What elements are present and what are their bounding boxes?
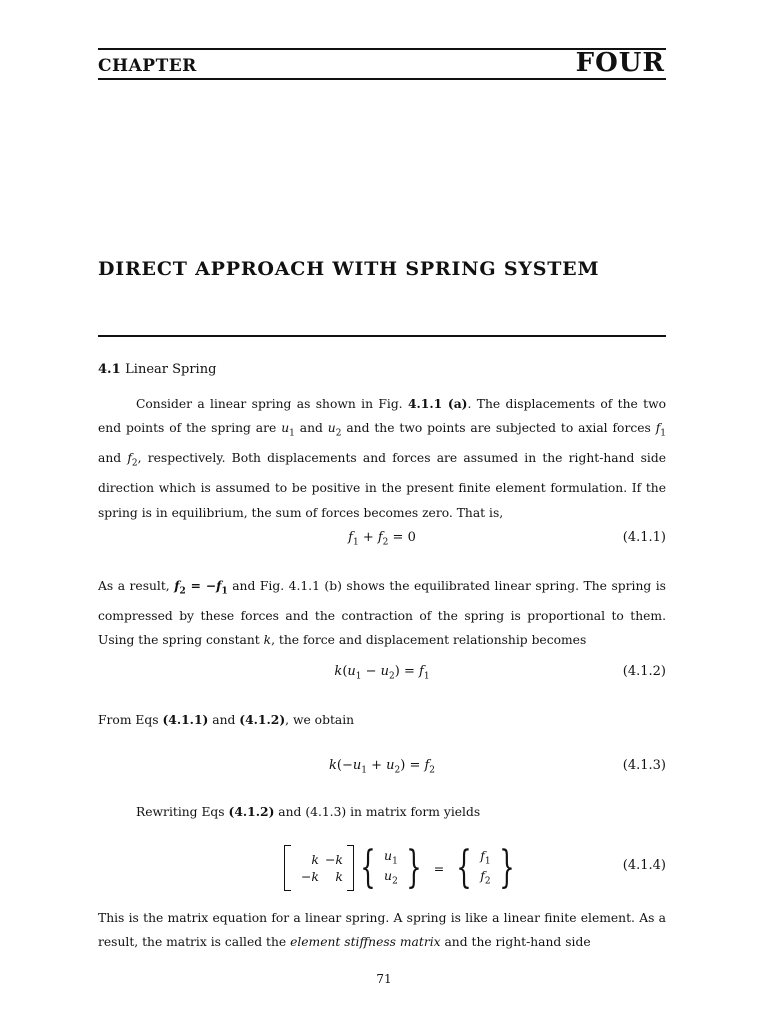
equation-4-1-1 xyxy=(98,528,666,552)
paragraph-5: This is the matrix equation for a linear spring. A spring is like a linear finite element. As a result, the matrix is called the element stiffness matrix and the right-hand side xyxy=(98,911,666,950)
chapter-title: DIRECT APPROACH WITH SPRING SYSTEM xyxy=(98,258,600,280)
equation-4-1-3 xyxy=(98,756,666,780)
equation-number: (4.1.4) xyxy=(622,858,666,873)
stiffness-matrix: k −k −k k xyxy=(300,852,343,884)
chapter-number: FOUR xyxy=(575,48,665,78)
paragraph-3: From Eqs (4.1.1) and (4.1.2), we obtain xyxy=(98,712,355,727)
equation-number: (4.1.2) xyxy=(622,664,666,679)
equals-sign: = xyxy=(433,860,445,876)
equation-4-1-4 xyxy=(98,844,666,892)
header-bottom-rule xyxy=(98,78,666,80)
equation-body: $k(-u_1 + u_2) = f_2$ xyxy=(328,758,436,776)
equation-body: $k(u_1 - u_2) = f_1$ xyxy=(334,664,430,682)
section-heading xyxy=(98,362,216,377)
brace-right: } xyxy=(498,842,515,893)
brace-right: } xyxy=(406,842,422,893)
matrix-equation xyxy=(284,844,521,892)
title-rule xyxy=(98,335,666,337)
paragraph-4: Rewriting Eqs (4.1.2) and (4.1.3) in matrix form yields xyxy=(136,804,481,819)
force-vector: $f_1$ $f_2$ xyxy=(480,848,491,887)
brace-left: { xyxy=(360,842,376,893)
section-title: Linear Spring xyxy=(125,362,217,377)
matrix-bracket-right xyxy=(347,845,354,891)
paragraph-2: As a result, $f_2 = -f_1$ and Fig. 4.1.1 (b) shows the equilibrated linear spring. The spring is compressed by these forces and the contraction of the spring is proportional to them. Using the spring constant k, the force and displacement relationship becomes xyxy=(98,578,666,648)
equation-4-1-2 xyxy=(98,662,666,686)
displacement-vector: $u_1$ $u_2$ xyxy=(384,848,398,887)
paragraph-1: Consider a linear spring as shown in Fig. 4.1.1 (a). The displacements of the two end points of the spring are $u_1$ and $u_2$ and the two points are subjected to axial forces $f_1$ and $f_2$, respectively. Both displacements and forces are assumed in the right-hand side direction which is assumed to be positive in the present finite element formulation. If the spring is in equilibrium, the sum of forces becomes zero. That is, xyxy=(98,396,666,520)
chapter-label: CHAPTER xyxy=(98,56,197,76)
equation-number: (4.1.1) xyxy=(622,530,666,545)
equation-body: $f_1 + f_2 = 0$ xyxy=(348,530,416,548)
equation-number: (4.1.3) xyxy=(622,758,666,773)
brace-left: { xyxy=(456,842,472,893)
matrix-bracket-left xyxy=(284,845,291,891)
page-number: 71 xyxy=(376,972,392,986)
section-number: 4.1 xyxy=(98,362,121,377)
